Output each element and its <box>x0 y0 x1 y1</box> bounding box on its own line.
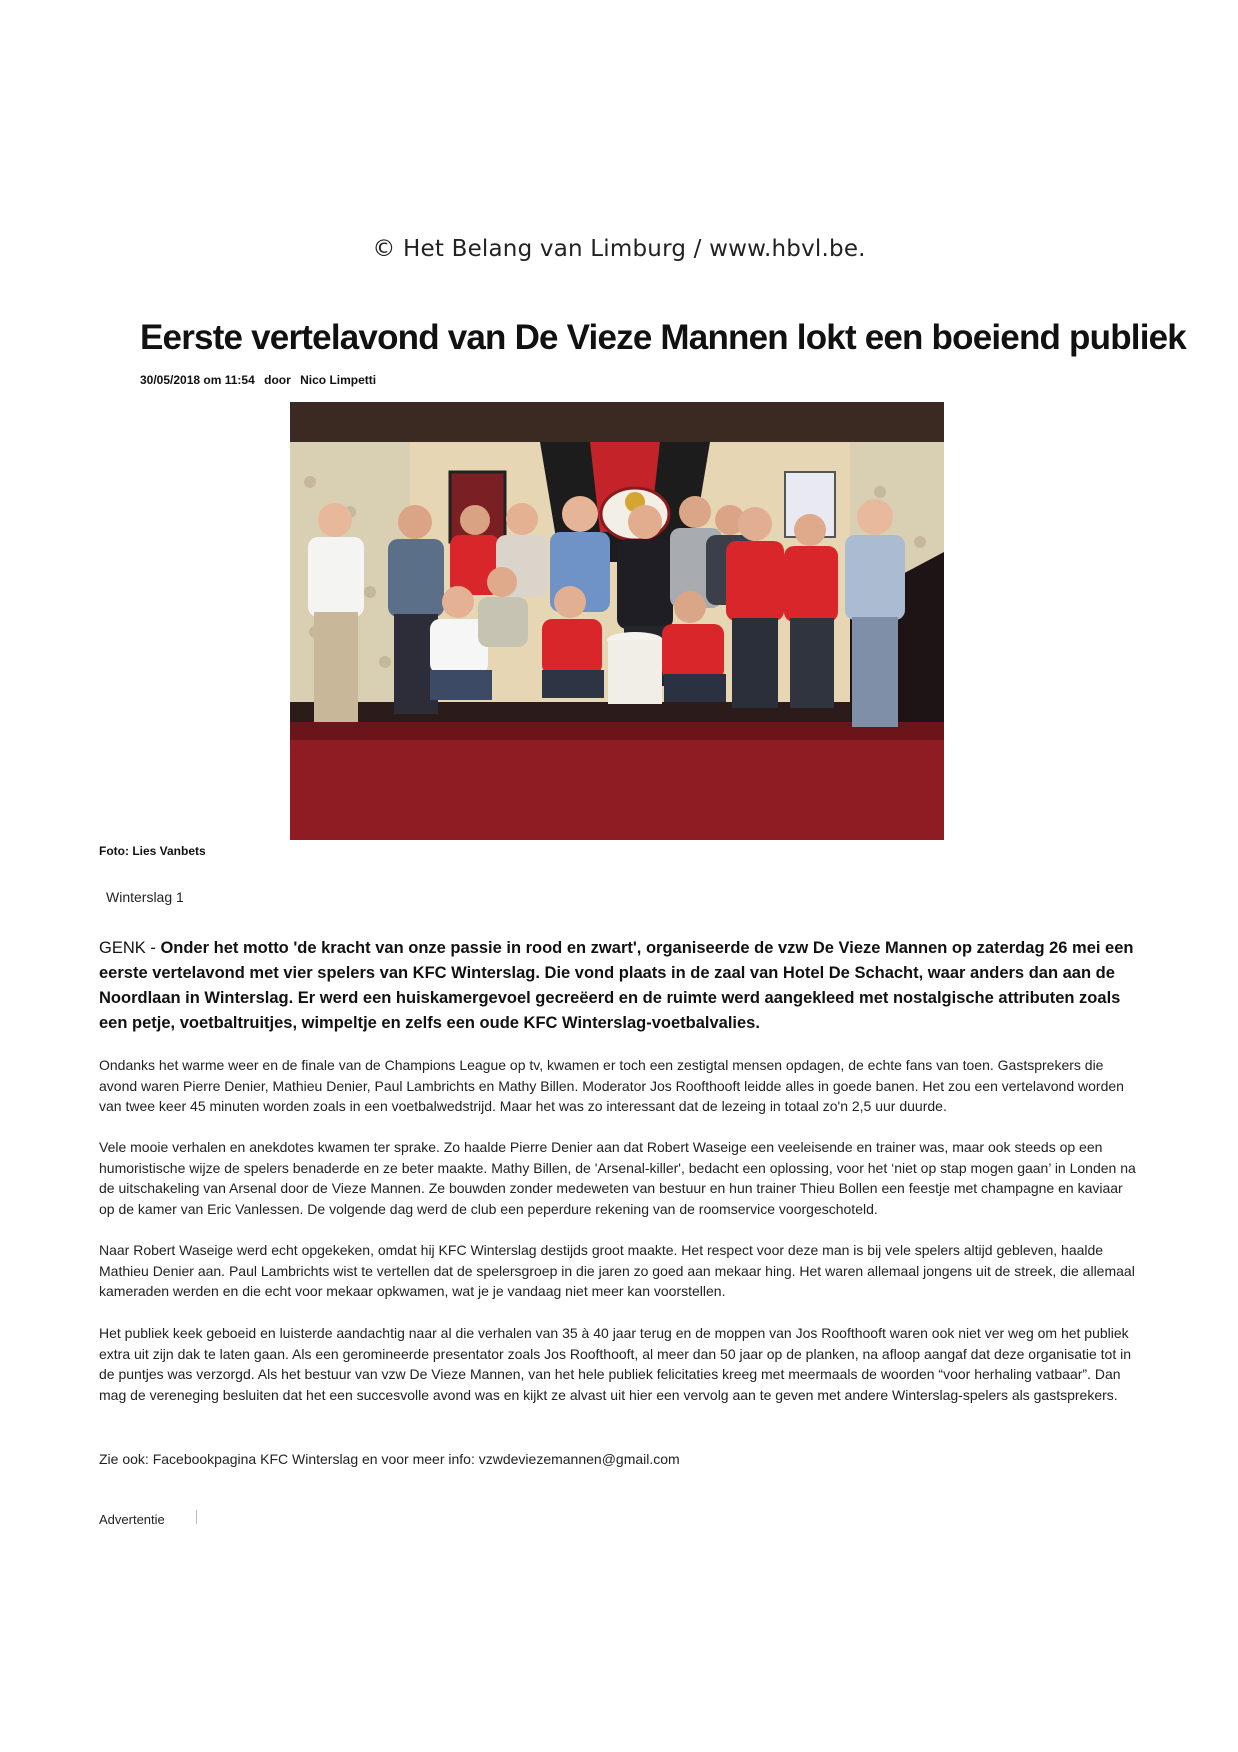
advertisement-label: Advertentie <box>99 1512 165 1527</box>
article-paragraph: Naar Robert Waseige werd echt opgekeken, omdat hij KFC Winterslag destijds groot maakte. Het respect voor deze man is bij vele spelers altijd gebleven, haalde Mathieu Denier aan. Paul Lambrichts wist te vertellen dat de spelersgroep in die jaren zo goed aan mekaar hing. Het waren allemaal jongens uit de streek, die allemaal kameraden werden en die echt voor mekaar opkwamen, wat je je vandaag niet meer kan voorstellen. <box>99 1242 1135 1299</box>
photo-caption: Foto: Lies Vanbets <box>99 844 206 858</box>
ad-divider <box>196 1510 197 1524</box>
article-date: 30/05/2018 om 11:54 <box>140 373 255 387</box>
article-see-also: Zie ook: Facebookpagina KFC Winterslag en voor meer info: vzwdeviezemannen@gmail.com <box>99 1451 680 1467</box>
article-paragraph: Ondanks het warme weer en de finale van de Champions League op tv, kwamen er toch een zestigtal mensen opdagen, de echte fans van toen. Gastsprekers die avond waren Pierre Denier, Mathieu Denier, Paul Lambrichts en Mathy Billen. Moderator Jos Roofthooft leidde alles in goede banen. Het zou een vertelavond worden van twee keer 45 minuten worden zoals in een voetbalwedstrijd. Maar het was zo interessant dat de lezeing in totaal zo'n 2,5 uur duurde. <box>99 1057 1124 1114</box>
article-lead <box>99 936 1139 1036</box>
article-paragraph: Het publiek keek geboeid en luisterde aandachtig naar al die verhalen van 35 à 40 jaar terug en de moppen van Jos Roofthooft waren ook niet ver weg om het publiek extra uit zijn dak te laten gaan. Als een geromineerde presentator zoals Jos Roofthooft, al meer dan 50 jaar op de planken, na afloop aangaf dat deze organisatie tot in de puntjes was verzorgd. Als het bestuur van vzw De Vieze Mannen, van het hele publiek felicitaties kreeg met meermaals de woorden “voor herhaling vatbaar”. Dan mag de vereneging besluiten dat het een succesvolle avond was en kijkt ze alvast uit hier een vervolg aan te geven met andere Winterslag-spelers als gastsprekers. <box>99 1325 1132 1403</box>
article-byline <box>140 373 382 387</box>
article-tag[interactable]: Winterslag 1 <box>106 889 184 905</box>
byline-by: door <box>264 373 291 387</box>
lead-place: GENK - <box>99 939 161 957</box>
group-photo-illustration <box>290 402 944 840</box>
article-title: Eerste vertelavond van De Vieze Mannen lokt een boeiend publiek <box>140 318 1186 357</box>
article-paragraph: Vele mooie verhalen en anekdotes kwamen ter sprake. Zo haalde Pierre Denier aan dat Robert Waseige een veeleisende en trainer was, maar ook steeds op een humoristische wijze de spelers benaderde en ze beter maakte. Mathy Billen, de 'Arsenal-killer', bedacht een oplossing, voor het ‘niet op stap mogen gaan’ in Londen na de uitschakeling van Arsenal door de Vieze Mannen. Ze bouwden zonder medeweten van bestuur en hun trainer Thieu Bollen een feestje met champagne en kaviaar op de kamer van Eric Vanlessen. De volgende dag werd de club een peperdure rekening van de roomservice voorgeschoteld. <box>99 1139 1136 1217</box>
article-author[interactable]: Nico Limpetti <box>300 373 377 387</box>
lead-text: Onder het motto 'de kracht van onze passie in rood en zwart', organiseerde de vzw De Vieze Mannen op zaterdag 26 mei een eerste vertelavond met vier spelers van KFC Winterslag. Die vond plaats in de zaal van Hotel De Schacht, waar anders dan aan de Noordlaan in Winterslag. Er werd een huiskamergevoel gecreëerd en de ruimte werd aangekleed met nostalgische attributen zoals een petje, voetbaltruitjes, wimpeltje en zelfs een oude KFC Winterslag-voetbalvalies. <box>99 939 1134 1032</box>
copyright-notice: © Het Belang van Limburg / www.hbvl.be. <box>372 236 866 262</box>
article-photo <box>290 402 944 840</box>
